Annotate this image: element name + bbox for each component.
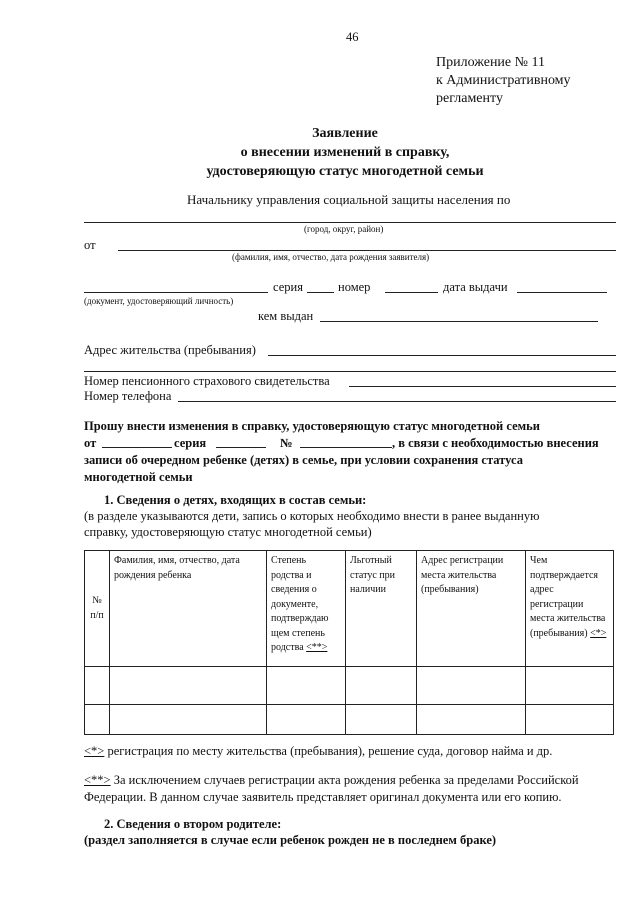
hint-city: (город, округ, район): [304, 224, 384, 234]
col-address: Адрес регистрации места жительства (пребывания): [417, 551, 526, 667]
col-kinship-text: Степень родства и сведения о документе, подтверждаю щем степень родства: [271, 555, 329, 653]
footnote-1-mark: <*>: [84, 744, 105, 758]
request-line4: многодетной семьи: [84, 470, 193, 484]
section1-note2: справку, удостоверяющую статус многодетной семьи): [84, 525, 372, 539]
section1-note1: (в разделе указываются дети, запись о которых необходимо внести в ранее выданную: [84, 509, 540, 523]
col-kinship: [267, 551, 346, 667]
addressee-text: Начальнику управления социальной защиты населения по: [187, 192, 511, 207]
col-proof-text: Чем подтверждается адрес регистрации места жительства (пребывания): [530, 555, 606, 639]
footnote-2-mark: <**>: [84, 773, 111, 787]
footnote-1: [84, 744, 552, 759]
series-label: серия: [273, 280, 303, 294]
document-line[interactable]: [84, 292, 268, 293]
appendix-block: [436, 54, 571, 108]
residence-field[interactable]: [268, 355, 616, 356]
table-cell[interactable]: [110, 667, 267, 705]
table-cell[interactable]: [85, 667, 110, 705]
issued-by-field[interactable]: [320, 321, 598, 322]
page-number: 46: [346, 30, 359, 44]
table-cell[interactable]: [526, 667, 614, 705]
title-line1: Заявление: [312, 126, 378, 141]
appendix-line2: к Административному: [436, 73, 571, 88]
table-header-row: [85, 551, 614, 667]
number-field[interactable]: [385, 292, 438, 293]
section2-heading: 2. Сведения о втором родителе:: [104, 817, 282, 831]
section1-heading: 1. Сведения о детях, входящих в состав семьи:: [104, 493, 367, 507]
table-cell[interactable]: [110, 705, 267, 735]
pension-field[interactable]: [349, 386, 616, 387]
request-ot: от: [84, 436, 97, 450]
col-status: Льготный статус при наличии: [346, 551, 417, 667]
from-label: от: [84, 238, 96, 252]
footnote-2-line1: [84, 772, 579, 789]
residence-label: Адрес жительства (пребывания): [84, 343, 256, 357]
document-title: [150, 124, 540, 181]
footnote-2-line2: Федерации. В данном случае заявитель представляет оригинал документа или его копию.: [84, 790, 562, 804]
appendix-line1: Приложение № 11: [436, 55, 545, 70]
city-line[interactable]: [84, 222, 616, 223]
table-cell[interactable]: [267, 705, 346, 735]
request-series-field[interactable]: [216, 447, 266, 448]
table-cell[interactable]: [346, 705, 417, 735]
request-rest: , в связи с необходимостью внесения: [392, 436, 599, 450]
request-no-field[interactable]: [300, 447, 392, 448]
residence-field-2[interactable]: [84, 371, 616, 372]
table-cell[interactable]: [267, 667, 346, 705]
number-label: номер: [338, 280, 371, 294]
request-series: серия: [174, 436, 207, 450]
request-paragraph: [84, 418, 599, 486]
applicant-line[interactable]: [118, 250, 616, 251]
title-line3: удостоверяющую статус многодетной семьи: [206, 164, 484, 179]
phone-label: Номер телефона: [84, 389, 172, 403]
request-line2: [84, 435, 599, 452]
col-proof: [526, 551, 614, 667]
issue-date-label: дата выдачи: [443, 280, 508, 294]
table-cell[interactable]: [417, 667, 526, 705]
issued-by-label: кем выдан: [258, 309, 314, 323]
kinship-footnote-link[interactable]: <**>: [306, 642, 328, 653]
request-date-field[interactable]: [102, 447, 172, 448]
request-no: №: [280, 436, 293, 450]
hint-name: (фамилия, имя, отчество, дата рождения заявителя): [232, 252, 430, 262]
col-num: № п/п: [85, 551, 110, 667]
address-footnote-link[interactable]: <*>: [590, 627, 607, 639]
footnote-2-text1: За исключением случаев регистрации акта рождения ребенка за пределами Российской: [110, 773, 579, 787]
table-cell[interactable]: [417, 705, 526, 735]
footnote-1-text: регистрация по месту жительства (пребывания), решение суда, договор найма и др.: [104, 744, 553, 758]
section2-note: (раздел заполняется в случае если ребенок рожден не в последнем браке): [84, 833, 497, 847]
issue-date-field[interactable]: [517, 292, 607, 293]
table-cell[interactable]: [346, 667, 417, 705]
col-name: Фамилия, имя, отчество, дата рождения ребенка: [110, 551, 267, 667]
table-cell[interactable]: [85, 705, 110, 735]
children-table: [84, 550, 614, 735]
title-line2: о внесении изменений в справку,: [240, 145, 450, 160]
series-field[interactable]: [307, 292, 334, 293]
phone-field[interactable]: [178, 401, 616, 402]
table-cell[interactable]: [526, 705, 614, 735]
appendix-line3: регламенту: [436, 91, 503, 106]
request-line1: Прошу внести изменения в справку, удостоверяющую статус многодетной семьи: [84, 419, 540, 433]
hint-doc: (документ, удостоверяющий личность): [84, 296, 234, 306]
pension-label: Номер пенсионного страхового свидетельства: [84, 374, 330, 388]
footnote-2: [84, 772, 579, 806]
table-row: [85, 705, 614, 735]
request-line3: записи об очередном ребенке (детях) в семье, при условии сохранения статуса: [84, 453, 523, 467]
table-row: [85, 667, 614, 705]
